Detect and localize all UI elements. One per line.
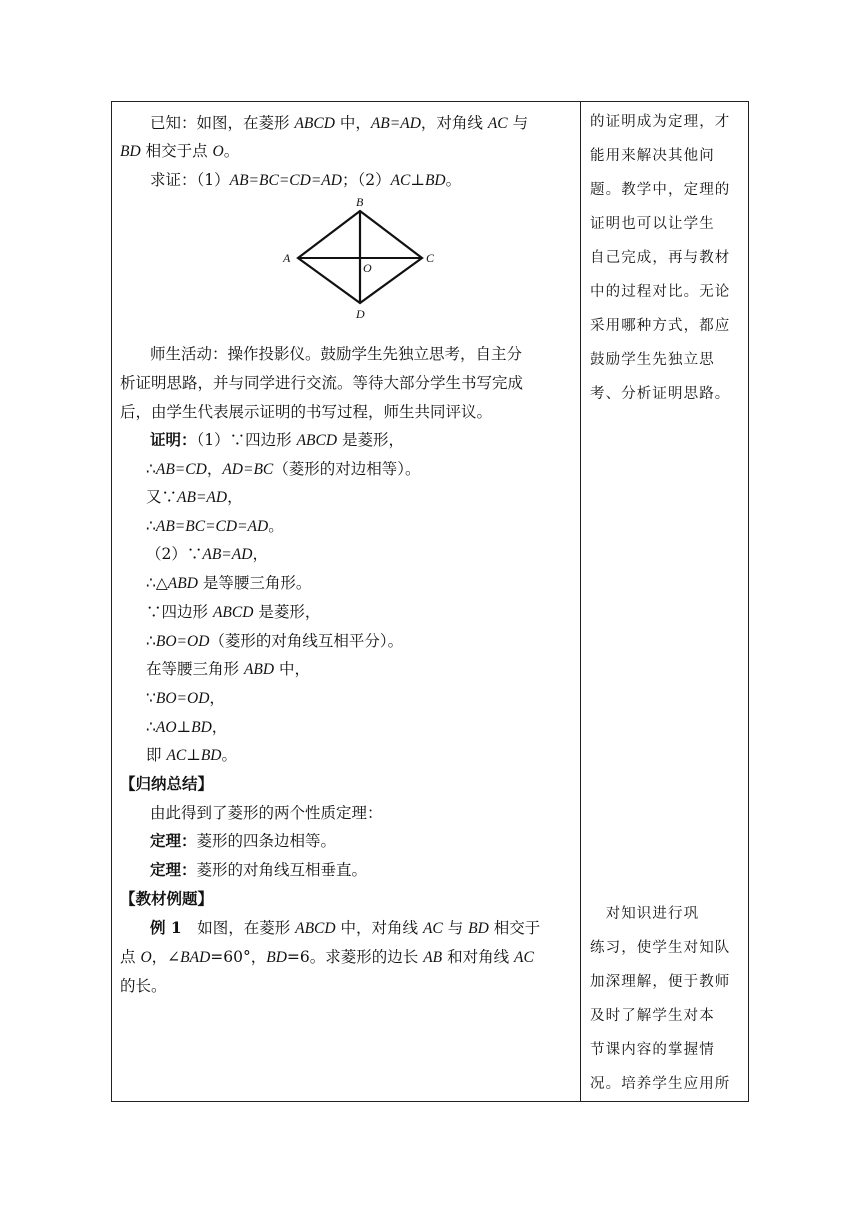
- side-note-top-3: 题。教学中，定理的: [590, 182, 731, 198]
- label-d: D: [356, 307, 365, 320]
- proof-line-1: 证明：（1）∵四边形 ABCD 是菱形，: [150, 430, 404, 449]
- side-note-top-2: 能用来解决其他问: [590, 148, 715, 164]
- label-o: O: [363, 261, 372, 275]
- theorem-1: 定理：菱形的四条边相等。: [150, 831, 337, 850]
- activity-line-3: 后，由学生代表展示证明的书写过程，师生共同评议。: [120, 403, 493, 421]
- proof-line-5: （2）∵AB=AD，: [146, 545, 268, 563]
- example-line-1: 例 1 如图，在菱形 ABCD 中，对角线 AC 与 BD 相交于: [150, 918, 541, 937]
- proof-line-10: ∵BO=OD，: [146, 689, 225, 707]
- proof-line-2: ∴AB=CD，AD=BC（菱形的对边相等）。: [146, 460, 421, 478]
- side-note-bottom-5: 节课内容的掌握情: [590, 1042, 715, 1058]
- side-note-top-7: 采用哪种方式，都应: [590, 318, 731, 334]
- side-note-top-6: 中的过程对比。无论: [590, 284, 731, 300]
- side-note-bottom-1: 对知识进行巩: [590, 906, 700, 922]
- label-a: A: [283, 251, 291, 265]
- given-line-2: BD 相交于点 O。: [120, 142, 240, 160]
- example-line-3: 的长。: [120, 977, 167, 995]
- side-note-top-1: 的证明成为定理，才: [590, 114, 731, 130]
- side-note-bottom-4: 及时了解学生对本: [590, 1008, 715, 1024]
- proof-line-8: ∴BO=OD（菱形的对角线互相平分）。: [146, 632, 404, 650]
- proof-line-9: 在等腰三角形 ABD 中，: [146, 660, 311, 678]
- side-note-top-9: 考、分析证明思路。: [590, 386, 731, 402]
- example-heading: 【教材例题】: [120, 889, 214, 908]
- rhombus-diagram: [270, 192, 450, 320]
- activity-line-1: 师生活动：操作投影仪。鼓励学生先独立思考，自主分: [150, 345, 523, 363]
- proof-line-11: ∴AO⊥BD，: [146, 718, 228, 736]
- summary-intro: 由此得到了菱形的两个性质定理：: [150, 804, 383, 822]
- summary-heading: 【归纳总结】: [120, 774, 214, 793]
- label-c: C: [426, 251, 435, 265]
- side-note-bottom-6: 况。培养学生应用所: [590, 1076, 731, 1092]
- theorem-2: 定理：菱形的对角线互相垂直。: [150, 860, 368, 879]
- prove-line: 求证：（1）AB=BC=CD=AD；（2）AC⊥BD。: [150, 171, 462, 189]
- side-note-top-8: 鼓励学生先独立思: [590, 352, 715, 368]
- proof-line-6: ∴△ABD 是等腰三角形。: [146, 574, 312, 592]
- side-note-top-4: 证明也可以让学生: [590, 216, 715, 232]
- side-note-top-5: 自己完成，再与教材: [590, 250, 731, 266]
- label-b: B: [356, 195, 364, 209]
- activity-line-2: 析证明思路，并与同学进行交流。等待大部分学生书写完成: [120, 374, 524, 392]
- example-line-2: 点 O，∠BAD=60°，BD=6。求菱形的边长 AB 和对角线 AC: [120, 948, 534, 966]
- side-note-bottom-3: 加深理解，便于教师: [590, 974, 731, 990]
- column-divider: [580, 101, 581, 1102]
- proof-line-4: ∴AB=BC=CD=AD。: [146, 517, 284, 535]
- proof-line-3: 又∵AB=AD，: [146, 488, 243, 506]
- proof-line-7: ∵四边形 ABCD 是菱形，: [146, 603, 321, 621]
- side-note-bottom-2: 练习，使学生对知队: [590, 940, 731, 956]
- proof-line-12: 即 AC⊥BD。: [146, 746, 237, 764]
- given-line-1: 已知：如图，在菱形 ABCD 中，AB=AD，对角线 AC 与: [150, 114, 529, 132]
